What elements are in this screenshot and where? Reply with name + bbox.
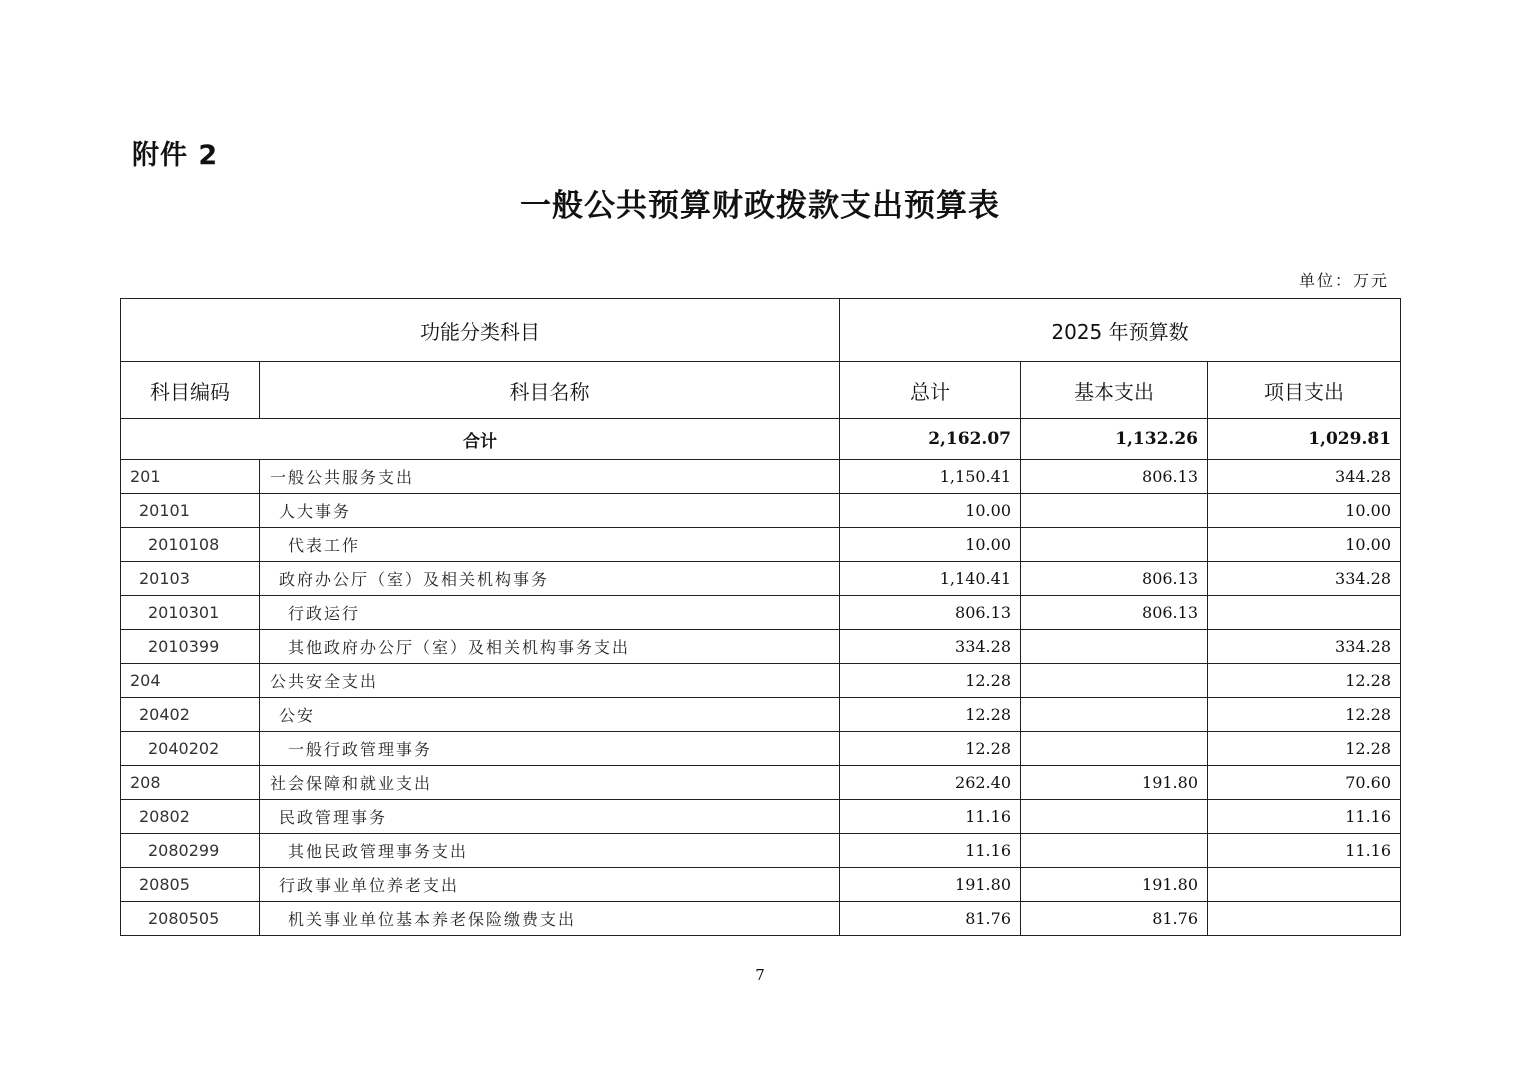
row-basic — [1021, 698, 1208, 732]
total-basic: 1,132.26 — [1021, 419, 1208, 460]
row-project: 11.16 — [1208, 800, 1401, 834]
row-project: 70.60 — [1208, 766, 1401, 800]
row-basic — [1021, 800, 1208, 834]
row-total: 11.16 — [840, 800, 1021, 834]
row-project — [1208, 902, 1401, 936]
total-row — [121, 419, 1401, 460]
row-total: 334.28 — [840, 630, 1021, 664]
row-name: 一般行政管理事务 — [260, 732, 840, 766]
row-basic — [1021, 834, 1208, 868]
row-total: 12.28 — [840, 664, 1021, 698]
row-total: 10.00 — [840, 528, 1021, 562]
row-total: 81.76 — [840, 902, 1021, 936]
row-code: 2010108 — [121, 528, 260, 562]
row-basic — [1021, 664, 1208, 698]
row-name: 其他政府办公厅（室）及相关机构事务支出 — [260, 630, 840, 664]
row-name: 社会保障和就业支出 — [260, 766, 840, 800]
row-total: 12.28 — [840, 732, 1021, 766]
row-basic — [1021, 732, 1208, 766]
row-name: 行政事业单位养老支出 — [260, 868, 840, 902]
row-basic — [1021, 528, 1208, 562]
header-row-group — [121, 299, 1401, 362]
row-code: 204 — [121, 664, 260, 698]
row-code: 2080505 — [121, 902, 260, 936]
row-total: 262.40 — [840, 766, 1021, 800]
row-name: 人大事务 — [260, 494, 840, 528]
total-label: 合计 — [121, 419, 840, 460]
row-project — [1208, 868, 1401, 902]
total-project: 1,029.81 — [1208, 419, 1401, 460]
row-project: 10.00 — [1208, 494, 1401, 528]
row-project: 11.16 — [1208, 834, 1401, 868]
row-code: 2040202 — [121, 732, 260, 766]
row-basic: 806.13 — [1021, 596, 1208, 630]
row-total: 806.13 — [840, 596, 1021, 630]
table-row — [121, 698, 1401, 732]
header-budget-2025: 2025 年预算数 — [840, 299, 1401, 362]
header-project: 项目支出 — [1208, 362, 1401, 419]
row-code: 20805 — [121, 868, 260, 902]
row-name: 一般公共服务支出 — [260, 460, 840, 494]
table-row — [121, 630, 1401, 664]
row-basic — [1021, 494, 1208, 528]
header-name: 科目名称 — [260, 362, 840, 419]
table-row — [121, 460, 1401, 494]
row-code: 20802 — [121, 800, 260, 834]
total-sum: 2,162.07 — [840, 419, 1021, 460]
row-basic: 806.13 — [1021, 460, 1208, 494]
row-basic: 191.80 — [1021, 766, 1208, 800]
header-code: 科目编码 — [121, 362, 260, 419]
row-name: 公安 — [260, 698, 840, 732]
row-code: 20402 — [121, 698, 260, 732]
table-row — [121, 494, 1401, 528]
row-name: 民政管理事务 — [260, 800, 840, 834]
row-code: 2080299 — [121, 834, 260, 868]
row-name: 公共安全支出 — [260, 664, 840, 698]
row-project: 344.28 — [1208, 460, 1401, 494]
row-basic: 81.76 — [1021, 902, 1208, 936]
table-row — [121, 732, 1401, 766]
unit-label: 单位：万元 — [1298, 271, 1389, 290]
header-functional-category: 功能分类科目 — [121, 299, 840, 362]
row-name: 代表工作 — [260, 528, 840, 562]
row-basic: 191.80 — [1021, 868, 1208, 902]
page-title: 一般公共预算财政拨款支出预算表 — [520, 188, 1000, 224]
row-project: 12.28 — [1208, 732, 1401, 766]
table-row — [121, 664, 1401, 698]
row-code: 20103 — [121, 562, 260, 596]
header-total: 总计 — [840, 362, 1021, 419]
row-name: 机关事业单位基本养老保险缴费支出 — [260, 902, 840, 936]
table-row — [121, 596, 1401, 630]
table-row — [121, 800, 1401, 834]
table-row — [121, 562, 1401, 596]
row-project: 334.28 — [1208, 562, 1401, 596]
page-number: 7 — [755, 966, 765, 984]
row-name: 行政运行 — [260, 596, 840, 630]
row-code: 20101 — [121, 494, 260, 528]
row-basic — [1021, 630, 1208, 664]
header-basic: 基本支出 — [1021, 362, 1208, 419]
row-total: 10.00 — [840, 494, 1021, 528]
row-total: 11.16 — [840, 834, 1021, 868]
row-total: 12.28 — [840, 698, 1021, 732]
row-project: 12.28 — [1208, 664, 1401, 698]
row-basic: 806.13 — [1021, 562, 1208, 596]
budget-table — [120, 298, 1401, 936]
row-code: 201 — [121, 460, 260, 494]
row-total: 1,140.41 — [840, 562, 1021, 596]
attachment-label: 附件 2 — [132, 140, 219, 171]
row-code: 2010399 — [121, 630, 260, 664]
table-row — [121, 868, 1401, 902]
row-project: 334.28 — [1208, 630, 1401, 664]
table-row — [121, 834, 1401, 868]
table-row — [121, 902, 1401, 936]
header-row-columns — [121, 362, 1401, 419]
table-row — [121, 766, 1401, 800]
row-name: 其他民政管理事务支出 — [260, 834, 840, 868]
row-project: 12.28 — [1208, 698, 1401, 732]
row-code: 208 — [121, 766, 260, 800]
row-total: 1,150.41 — [840, 460, 1021, 494]
row-project — [1208, 596, 1401, 630]
row-code: 2010301 — [121, 596, 260, 630]
row-project: 10.00 — [1208, 528, 1401, 562]
table-row — [121, 528, 1401, 562]
row-total: 191.80 — [840, 868, 1021, 902]
row-name: 政府办公厅（室）及相关机构事务 — [260, 562, 840, 596]
